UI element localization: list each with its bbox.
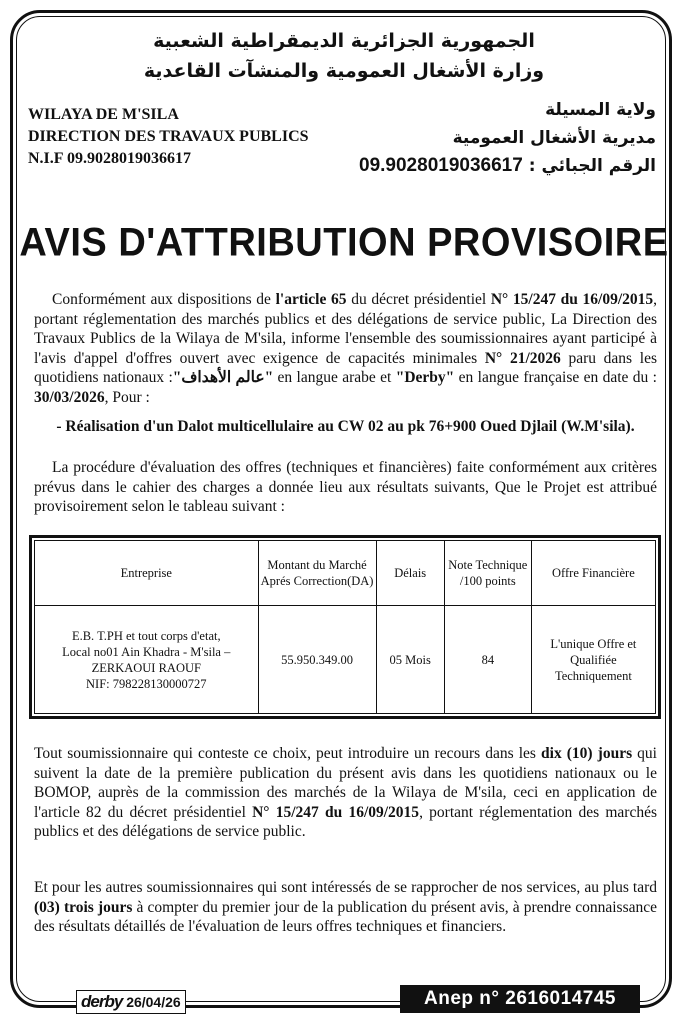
para3-text-1: Tout soumissionnaire qui conteste ce choix, peut introduire un recours dans les: [34, 745, 542, 762]
derby-logo: derby: [81, 992, 123, 1011]
para1-tender-number: N° 21/2026: [484, 349, 561, 367]
entreprise-line: NIF: 798228130000727: [86, 676, 207, 691]
para1-text-1: Conformément aux dispositions de: [52, 291, 276, 308]
ar-republic-heading: الجمهورية الجزائرية الديمقراطية الشعبية: [153, 30, 535, 52]
newspaper-stamp: [76, 990, 186, 1014]
col-header-note: Note Technique /100 points: [444, 541, 531, 606]
ar-nif-label: الرقم الجبائي :: [528, 156, 656, 176]
col-header-delais: Délais: [376, 541, 444, 606]
page-title: AVIS D'ATTRIBUTION PROVISOIRE: [19, 220, 669, 266]
fr-direction: DIRECTION DES TRAVAUX PUBLICS: [28, 128, 309, 145]
para1-text-6: en langue française en date du :: [454, 369, 657, 386]
appeal-paragraph: [34, 744, 657, 842]
ar-ministry-heading: وزارة الأشغال العمومية والمنشآت القاعدية: [143, 60, 545, 82]
col-header-entreprise: Entreprise: [35, 541, 259, 606]
project-title: - Réalisation d'un Dalot multicellulaire au CW 02 au pk 76+900 Oued Djlail (W.M'sila).: [56, 418, 635, 435]
header-fr-block: [28, 104, 309, 170]
para1-text-2: du décret présidentiel: [346, 291, 491, 308]
cell-offre: L'unique Offre et Qualifiée Techniquement: [531, 606, 655, 714]
ar-wilaya: ولاية المسيلة: [545, 100, 656, 120]
table-header-row: [35, 541, 656, 606]
evaluation-paragraph: La procédure d'évaluation des offres (techniques et financières) faite conformément aux critères prévus dans le cahier des charges a donnée lieu aux résultats suivants, Que le Projet est attribué provisoirement selon le tableau suivant :: [34, 459, 657, 515]
anep-number: Anep n° 2616014745: [400, 985, 640, 1013]
consultation-paragraph: [34, 878, 657, 937]
entreprise-line: Local no01 Ain Khadra - M'sila –: [62, 644, 231, 659]
cell-note: 84: [444, 606, 531, 714]
header-ar-block: [359, 96, 656, 180]
intro-paragraph: [34, 290, 657, 407]
para1-date: 30/03/2026: [34, 388, 105, 406]
para1-text-7: , Pour :: [104, 388, 150, 406]
cell-delais: 05 Mois: [376, 606, 444, 714]
para3-deadline: dix (10) jours: [541, 745, 633, 762]
table-row: [35, 606, 656, 714]
publication-date: 26/04/26: [126, 994, 181, 1010]
para1-text-3: , portant réglementation des marchés publics et des délégations de service public, La Direction des Travaux Publics de la Wilaya de M'sila, informe l'ensemble des soumissionnaires ayant participé à l'avis d'appel d'offres ouvert avec exigence de capacités minimales: [34, 291, 658, 367]
fr-nif: N.I.F 09.9028019036617: [28, 150, 191, 167]
para4-text-2: à compter du premier jour de la publication du présent avis, à prendre connaissance des résultats détaillés de l'évaluation de leurs offres techniques et financiers.: [34, 898, 657, 935]
entreprise-line: ZERKAOUI RAOUF: [91, 660, 201, 675]
para1-article: l'article 65: [275, 291, 347, 308]
entreprise-line: E.B. T.PH et tout corps d'etat,: [71, 628, 221, 643]
para1-decree: N° 15/247 du 16/09/2015: [490, 291, 654, 308]
para4-text-1: Et pour les autres soumissionnaires qui sont intéressés de se rapprocher de nos services, au plus tard: [34, 879, 657, 896]
ar-direction: مديرية الأشغال العمومية: [452, 128, 656, 148]
para4-deadline: (03) trois jours: [34, 898, 133, 916]
ar-nif-value: 09.9028019036617: [359, 155, 523, 176]
cell-montant: 55.950.349.00: [258, 606, 376, 714]
ar-nif-row: [359, 152, 656, 180]
para1-text-5: en langue arabe et: [273, 369, 396, 386]
fr-wilaya: WILAYA DE M'SILA: [28, 106, 179, 123]
cell-entreprise: [35, 606, 259, 714]
col-header-montant: Montant du Marché Aprés Correction(DA): [258, 541, 376, 606]
col-header-offre: Offre Financière: [531, 541, 655, 606]
para1-ar-newspaper: "عالم الأهداف": [172, 369, 274, 386]
para3-text-2: qui suivent la date de la première publication du présent avis dans les quotidiens nationaux ou le BOMOP, auprès de la commission des marchés de la Wilaya de M'sila, ceci en application de l'article 82 du décret présidentiel: [34, 745, 657, 821]
para1-text-4: paru dans les quotidiens nationaux :: [34, 349, 657, 386]
para3-text-3: , portant réglementation des marchés publics et des délégations de service public.: [34, 803, 657, 840]
para3-decree: N° 15/247 du 16/09/2015: [252, 803, 420, 821]
results-table: [34, 540, 656, 714]
para1-fr-newspaper: "Derby": [395, 369, 455, 386]
